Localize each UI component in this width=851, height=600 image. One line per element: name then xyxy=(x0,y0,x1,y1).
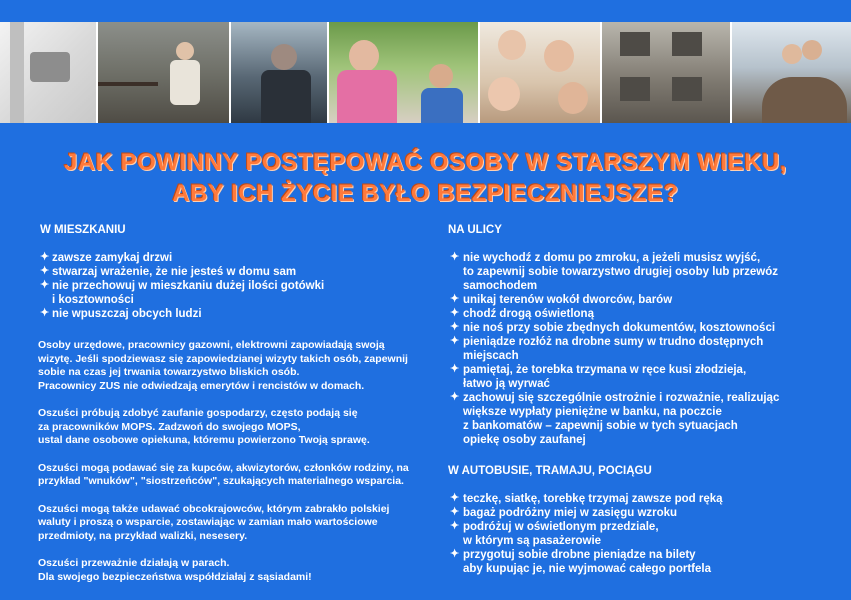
photo-strip xyxy=(0,22,851,123)
list-item-text: zachowuj się szczególnie ostrożnie i rozważnie, realizując większe wypłaty pieniężne w banku, na poczcie z bankomatów – zapewnij sobie w tych sytuacjach opiekę osoby zaufanej xyxy=(463,392,780,446)
senior-couple-seaside-icon xyxy=(732,22,851,123)
list-item-text: nie przechowuj w mieszkaniu dużej ilości gotówki i kosztowności xyxy=(52,280,325,306)
happy-seniors-group-icon xyxy=(480,22,602,123)
door-key-icon xyxy=(0,22,98,123)
home-safety-section xyxy=(30,224,415,598)
list-item-text: teczkę, siatkę, torebkę trzymaj zawsze pod ręką xyxy=(463,493,723,505)
bullet-icon: ✦ xyxy=(450,520,460,532)
section-heading-transport: W AUTOBUSIE, TRAMAJU, POCIĄGU xyxy=(448,465,652,477)
list-item-text: pamiętaj, że torebka trzymana w ręce kusi złodzieja, łatwo ją wyrwać xyxy=(463,364,747,390)
bullet-icon: ✦ xyxy=(450,506,460,518)
list-item xyxy=(448,506,838,520)
list-item xyxy=(448,492,838,506)
home-tips-list xyxy=(30,251,415,321)
warning-paragraph: Oszuści przeważnie działają w parach. Dla swojego bezpieczeństwa współdziałaj z sąsiadami! xyxy=(38,557,312,583)
grandfather-grandson-icon xyxy=(329,22,480,123)
street-tips-list xyxy=(448,251,838,447)
list-item-text: zawsze zamykaj drzwi xyxy=(52,252,173,264)
bullet-icon: ✦ xyxy=(450,391,460,403)
list-item-text: bagaż podróżny miej w zasięgu wzroku xyxy=(463,507,678,519)
bullet-icon: ✦ xyxy=(40,307,50,319)
bullet-icon: ✦ xyxy=(450,492,460,504)
bullet-icon: ✦ xyxy=(40,279,50,291)
list-item-text: pieniądze rozłóż na drobne sumy w trudno dostępnych miejscach xyxy=(463,336,764,362)
list-item-text: chodź drogą oświetloną xyxy=(463,308,594,320)
man-on-bus-icon xyxy=(231,22,329,123)
title-line-2: ABY ICH ŻYCIE BYŁO BEZPIECZNIEJSZE? xyxy=(172,180,679,207)
list-item xyxy=(448,363,838,391)
list-item xyxy=(448,251,838,293)
transport-tips-list xyxy=(448,492,838,576)
bullet-icon: ✦ xyxy=(450,307,460,319)
list-item xyxy=(30,279,415,307)
bullet-icon: ✦ xyxy=(450,321,460,333)
list-item xyxy=(448,321,838,335)
list-item xyxy=(30,265,415,279)
list-item xyxy=(448,293,838,307)
list-item xyxy=(30,307,415,321)
street-safety-section xyxy=(448,224,838,594)
bullet-icon: ✦ xyxy=(450,251,460,263)
bullet-icon: ✦ xyxy=(450,363,460,375)
warning-paragraph: Oszuści próbują zdobyć zaufanie gospodarzy, często podają się za pracowników MOPS. Zadzwoń do swojego MOPS, ustal dane osobowe opiekuna, któremu powierzono Twoją sprawę. xyxy=(38,407,370,446)
list-item-text: nie wpuszczaj obcych ludzi xyxy=(52,308,202,320)
bullet-icon: ✦ xyxy=(450,335,460,347)
list-item xyxy=(448,391,838,447)
elderly-woman-walking-icon xyxy=(98,22,231,123)
section-heading-street: NA ULICY xyxy=(448,224,502,236)
section-heading-home: W MIESZKANIU xyxy=(40,224,126,236)
warning-paragraph: Osoby urzędowe, pracownicy gazowni, elektrowni zapowiadają swoją wizytę. Jeśli spodziewasz się zapowiedzianej wizyty takich osób, zapewnij sobie na czas jej trwania towarzystwo bliskich osób. Pracownicy ZUS nie odwiedzają emerytów i rencistów w domach. xyxy=(38,339,408,392)
apartment-block-icon xyxy=(602,22,732,123)
list-item xyxy=(448,548,838,576)
list-item-text: nie wychodź z domu po zmroku, a jeżeli musisz wyjść, to zapewnij sobie towarzystwo drugiej osoby lub przewóz samochodem xyxy=(463,252,779,292)
page-title xyxy=(0,147,851,209)
list-item-text: unikaj terenów wokół dworców, barów xyxy=(463,294,673,306)
bullet-icon: ✦ xyxy=(450,548,460,560)
list-item-text: podróżuj w oświetlonym przedziale, w którym są pasażerowie xyxy=(463,521,659,547)
warning-paragraph: Oszuści mogą podawać się za kupców, akwizytorów, członków rodziny, na przykład "wnuków", "siostrzeńców", szukających materialnego wsparcia. xyxy=(38,461,409,487)
bullet-icon: ✦ xyxy=(40,265,50,277)
home-warnings xyxy=(30,339,415,584)
bullet-icon: ✦ xyxy=(450,293,460,305)
list-item xyxy=(448,335,838,363)
list-item-text: przygotuj sobie drobne pieniądze na bilety aby kupując je, nie wyjmować całego portfela xyxy=(463,549,711,575)
list-item-text: nie noś przy sobie zbędnych dokumentów, kosztowności xyxy=(463,322,776,334)
list-item-text: stwarzaj wrażenie, że nie jesteś w domu sam xyxy=(52,266,297,278)
list-item xyxy=(448,307,838,321)
warning-paragraph: Oszuści mogą także udawać obcokrajowców, którym zabrakło polskiej waluty i proszą o wsparcie, zostawiając w zamian mało wartościowe przedmioty, na przykład walizki, nesesery. xyxy=(38,502,390,542)
title-line-1: JAK POWINNY POSTĘPOWAĆ OSOBY W STARSZYM WIEKU, xyxy=(63,149,788,176)
list-item xyxy=(30,251,415,265)
list-item xyxy=(448,520,838,548)
bullet-icon: ✦ xyxy=(40,251,50,263)
